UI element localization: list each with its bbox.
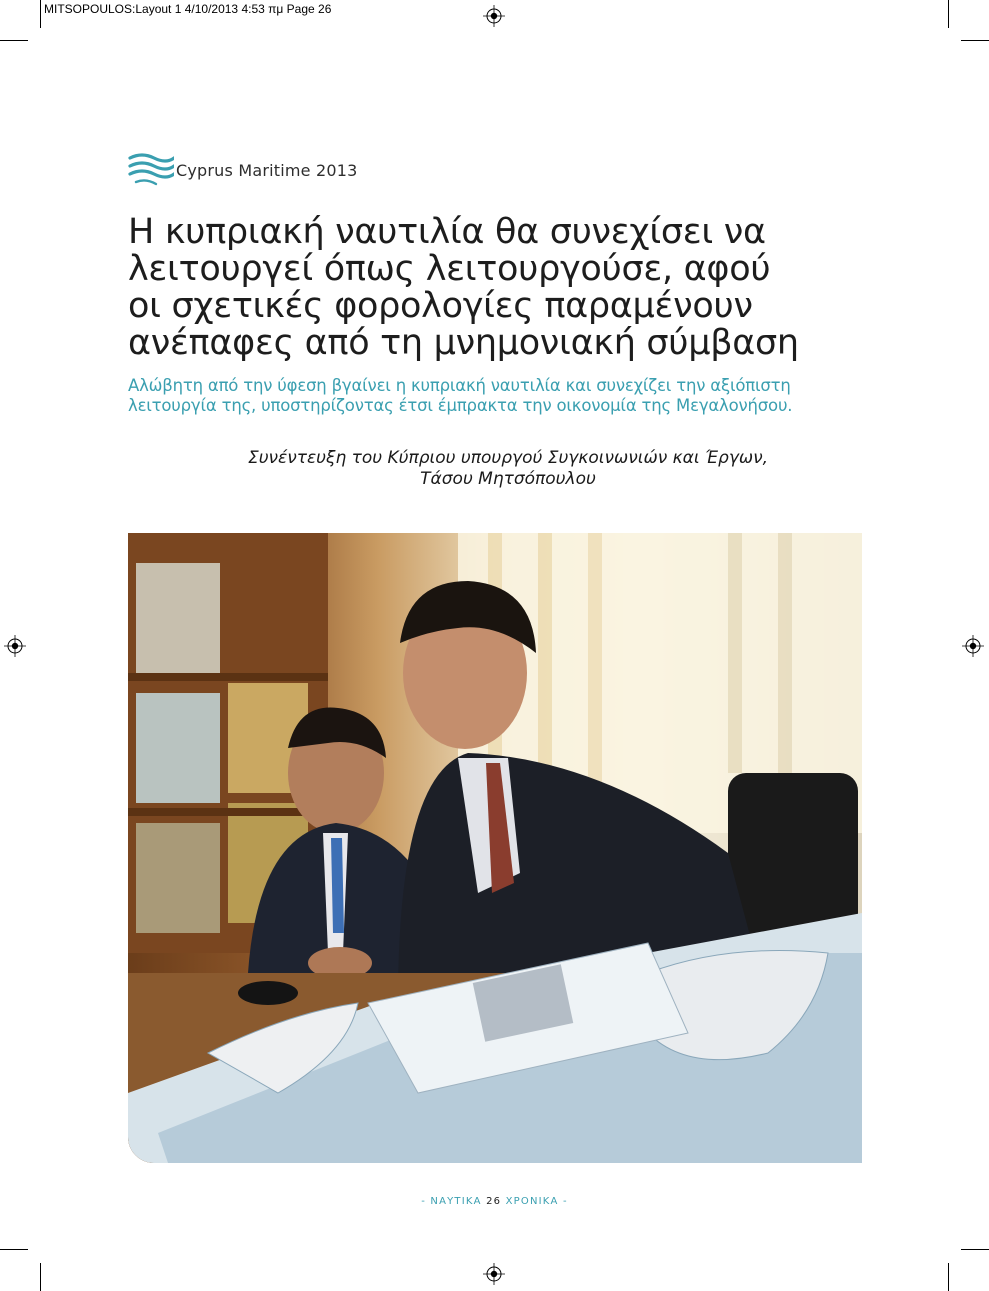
crop-mark <box>0 40 28 41</box>
footer-dash: - <box>562 1196 568 1207</box>
crop-mark <box>0 1249 28 1250</box>
crop-mark <box>961 40 989 41</box>
article-lede <box>128 376 888 416</box>
registration-mark-icon <box>483 5 505 27</box>
section-title: Cyprus Maritime 2013 <box>176 160 358 180</box>
registration-mark-icon <box>483 1263 505 1285</box>
footer-dash: - <box>421 1196 427 1207</box>
crop-mark <box>40 1263 41 1291</box>
lede-line: Αλώβητη από την ύφεση βγαίνει η κυπριακή ναυτιλία και συνεχίζει την αξιόπιστη <box>128 376 791 395</box>
footer-left-label: ΝΑΥΤΙΚΑ <box>430 1196 482 1207</box>
article-photo <box>128 533 862 1163</box>
headline-line: λειτουργεί όπως λειτουργούσε, αφού <box>128 249 771 289</box>
desk-phone <box>238 981 298 1005</box>
article-byline <box>128 448 888 490</box>
section-brand <box>128 150 358 190</box>
footer-right-label: ΧΡΟΝΙΚΑ <box>505 1196 559 1207</box>
lede-line: λειτουργία της, υποστηρίζοντας έτσι έμπρακτα την οικονομία της Μεγαλονήσου. <box>128 396 793 415</box>
crop-mark <box>948 0 949 28</box>
crop-mark <box>40 0 41 28</box>
print-slug: MITSOPOULOS:Layout 1 4/10/2013 4:53 πμ Page 26 <box>44 2 332 16</box>
byline-line: Συνέντευξη του Κύπριου υπουργού Συγκοινωνιών και Έργων, <box>247 448 769 468</box>
wave-logo-icon <box>128 150 174 190</box>
page-number: 26 <box>486 1196 502 1207</box>
crop-mark <box>948 1263 949 1291</box>
headline-line: ανέπαφες από τη μνημονιακή σύμβαση <box>128 323 799 363</box>
article-headline <box>128 214 888 362</box>
registration-mark-icon <box>962 635 984 657</box>
registration-mark-icon <box>4 635 26 657</box>
headline-line: οι σχετικές φορολογίες παραμένουν <box>128 286 753 326</box>
byline-line: Τάσου Μητσόπουλου <box>420 469 596 489</box>
page-footer <box>0 1196 989 1207</box>
crop-mark <box>961 1249 989 1250</box>
headline-line: Η κυπριακή ναυτιλία θα συνεχίσει να <box>128 212 766 252</box>
